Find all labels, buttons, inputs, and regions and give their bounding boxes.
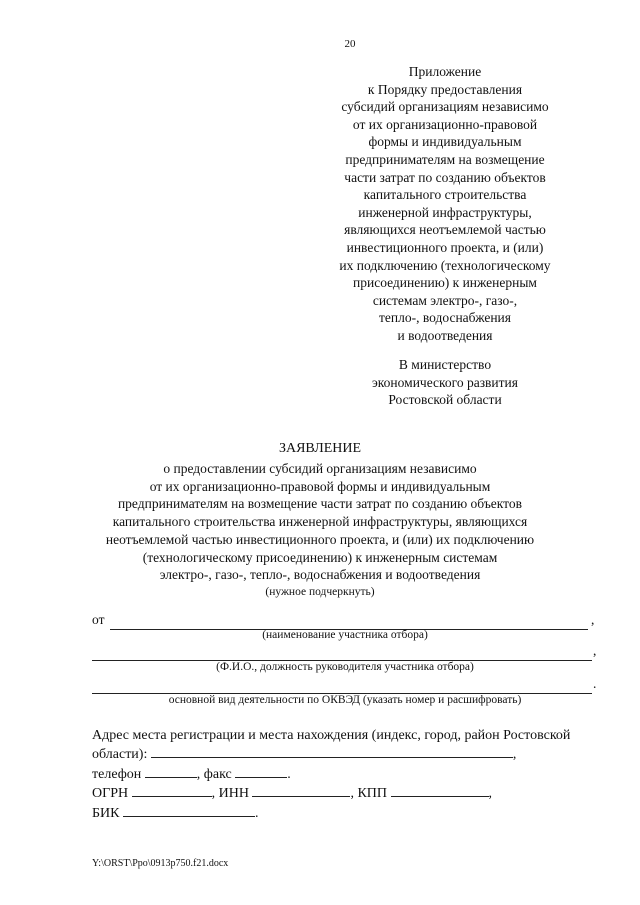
statement-title: ЗАЯВЛЕНИЕ [278, 441, 362, 456]
bik-end: . [255, 805, 259, 821]
inn-label: , ИНН [211, 786, 249, 802]
address-region-label: области): [92, 747, 148, 763]
appendix-line: и водоотведения [397, 327, 493, 343]
statement-subtitle [0, 460, 640, 602]
ogrn-line [92, 784, 612, 803]
appendix-line: являющихся неотъемлемой частью [344, 222, 546, 238]
appendix-line: Приложение [408, 64, 482, 79]
recipient-line: Ростовской области [388, 392, 502, 408]
appendix-header [330, 63, 560, 345]
appendix-line: к Порядку предоставления [367, 81, 523, 97]
address-end: , [512, 747, 517, 763]
applicant-name-caption: (наименование участника отбора) [262, 629, 428, 641]
recipient-line: экономического развития [372, 374, 518, 390]
head-caption: (Ф.И.О., должность руководителя участника отбора) [216, 661, 474, 673]
address-line-2 [92, 745, 612, 764]
recipient-block [330, 356, 560, 409]
ogrn-end: , [488, 786, 493, 802]
head-row [92, 641, 598, 661]
statement-line: от их организационно-правовой формы и индивидуальным [149, 478, 491, 494]
activity-end: . [593, 676, 597, 691]
statement-line: капитального строительства инженерной инфраструктуры, являющихся [112, 514, 528, 530]
file-path-footer: Y:\ORST\Ppo\0913p750.f21.docx [92, 858, 229, 869]
recipient-line: В министерство [398, 357, 492, 372]
applicant-name-row [92, 610, 598, 630]
address-line-1: Адрес места регистрации и места нахождения (индекс, город, район Ростовской [92, 728, 571, 743]
from-label: от [92, 612, 105, 627]
fax-field[interactable] [235, 765, 287, 778]
phone-end: . [287, 766, 291, 782]
statement-note: (нужное подчеркнуть) [265, 585, 375, 598]
activity-row [92, 674, 598, 694]
kpp-label: , КПП [350, 786, 388, 802]
phone-label: телефон [92, 766, 142, 782]
statement-line: о предоставлении субсидий организациям независимо [163, 461, 477, 476]
appendix-line: их подключению (технологическому [339, 257, 551, 273]
ogrn-label: ОГРН [92, 786, 129, 802]
appendix-line: тепло-, водоснабжения [379, 310, 511, 326]
statement-line: неотъемлемой частью инвестиционного проекта, и (или) их подключению [105, 531, 535, 547]
appendix-line: инвестиционного проекта, и (или) [346, 239, 544, 255]
appendix-line: предпринимателям на возмещение [345, 151, 545, 167]
bik-field[interactable] [123, 804, 255, 817]
appendix-line: инженерной инфраструктуры, [358, 204, 532, 220]
statement-line: предпринимателям на возмещение части затрат по созданию объектов [117, 496, 523, 512]
from-end: , [591, 612, 595, 627]
appendix-line: формы и индивидуальным [368, 134, 522, 150]
fax-label: , факс [196, 766, 232, 782]
address-block [92, 727, 612, 823]
statement-line: (технологическому присоединению) к инженерным системам [142, 549, 498, 565]
address-field[interactable] [151, 745, 513, 758]
appendix-line: субсидий организациям независимо [341, 99, 549, 115]
phone-line [92, 765, 612, 784]
kpp-field[interactable] [391, 784, 489, 797]
activity-caption: основной вид деятельности по ОКВЭД (указать номер и расшифровать) [168, 694, 522, 706]
appendix-line: системам электро-, газо-, [372, 292, 518, 308]
bik-line [92, 804, 612, 823]
ogrn-field[interactable] [132, 784, 212, 797]
bik-label: БИК [92, 805, 120, 821]
appendix-line: от их организационно-правовой [352, 116, 538, 132]
statement-line: электро-, газо-, тепло-, водоснабжения и водоотведения [159, 567, 481, 583]
appendix-line: части затрат по созданию объектов [344, 169, 546, 185]
appendix-line: капитального строительства [363, 187, 527, 203]
appendix-line: присоединению) к инженерным [353, 275, 537, 291]
head-end: , [593, 643, 597, 658]
inn-field[interactable] [252, 784, 350, 797]
phone-field[interactable] [145, 765, 197, 778]
page-number: 20 [344, 38, 356, 50]
